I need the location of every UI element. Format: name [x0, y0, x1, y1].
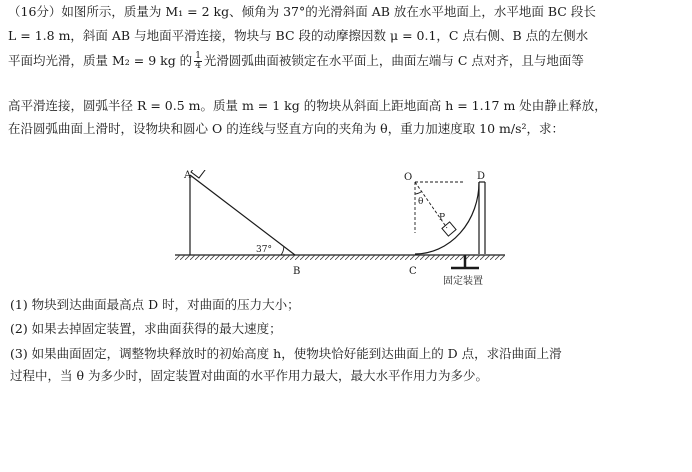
problem-line-1: （16分）如图所示，质量为 M₁ = 2 kg、倾角为 37°的光滑斜面 AB 放在水平地面上，水平地面 BC 段长	[8, 4, 596, 19]
fraction-denominator: 4	[195, 61, 201, 71]
problem-line-4: 高平滑连接，圆弧半径 R = 0.5 m。质量 m = 1 kg 的物块从斜面上距地面高 h = 1.17 m 处由静止释放，	[8, 98, 607, 113]
angle-37-label: 37°	[256, 245, 272, 255]
quarter-fraction	[194, 52, 202, 71]
question-2: (2) 如果去掉固定装置，求曲面获得的最大速度；	[10, 321, 282, 336]
problem-line-5: 在沿圆弧曲面上滑时，设物块和圆心 O 的连线与竖直方向的夹角为 θ，重力加速度取 10 m/s²，求：	[8, 121, 565, 136]
label-O: O	[404, 172, 413, 183]
physics-figure	[160, 170, 510, 290]
quarter-circle-surface	[415, 182, 479, 254]
incline-slope	[190, 175, 295, 255]
question-1: (1) 物块到达曲面最高点 D 时，对曲面的压力大小；	[10, 297, 300, 312]
device-label: 固定装置	[443, 276, 483, 287]
problem-line-2: L = 1.8 m，斜面 AB 与地面平滑连接，物块与 BC 段的动摩擦因数 μ = 0.1，C 点右侧、B 点的左侧水	[8, 28, 589, 43]
theta-arc	[415, 192, 422, 195]
label-B: B	[293, 266, 301, 277]
label-D: D	[477, 171, 486, 182]
problem-line-3-end: 光滑圆弧曲面被锁定在水平面上，曲面左端与 C 点对齐，且与地面等	[203, 53, 584, 68]
label-theta: θ	[418, 197, 424, 207]
label-C: C	[409, 266, 417, 277]
fraction-numerator: 1	[195, 51, 201, 61]
ground-hatching	[175, 255, 505, 260]
question-3-line-2: 过程中，当 θ 为多少时，固定装置对曲面的水平作用力最大，最大水平作用力为多少。	[10, 368, 488, 383]
label-P: P	[439, 213, 446, 223]
problem-line-3	[8, 52, 584, 71]
problem-line-3-start: 平面均光滑，质量 M₂ = 9 kg 的	[8, 53, 193, 68]
label-A: A	[184, 170, 192, 181]
angle-arc	[281, 247, 284, 255]
question-3-line-1: (3) 如果曲面固定，调整物块释放时的初始高度 h，使物块恰好能到达曲面上的 D 点，求沿曲面上滑	[10, 346, 562, 361]
